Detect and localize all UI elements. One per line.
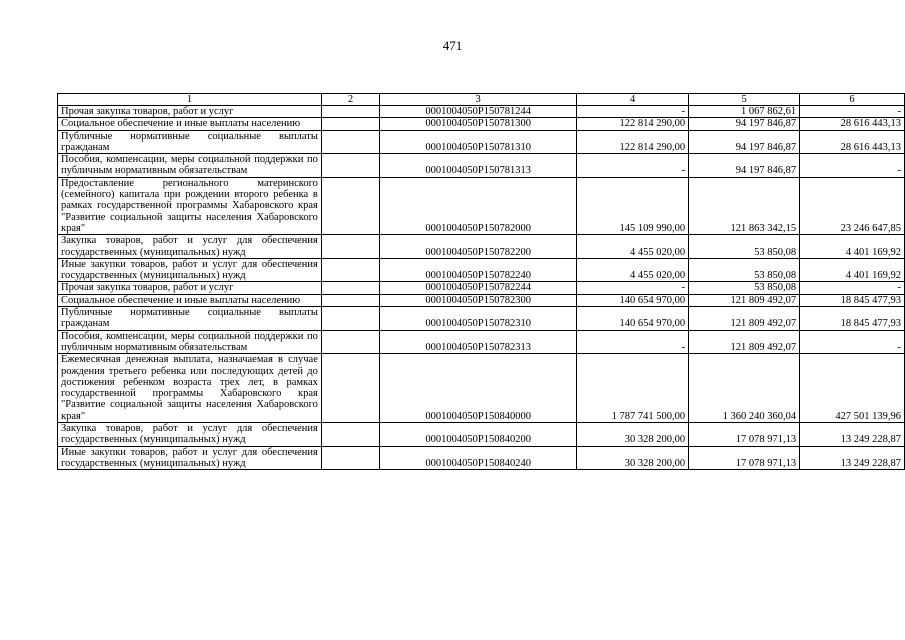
row-code-cell: 0001004050P150781244 <box>380 106 577 118</box>
table-row <box>58 130 905 154</box>
row-name-cell: Иные закупки товаров, работ и услуг для обеспечения государственных (муниципальных) нужд <box>58 446 322 470</box>
table-row <box>58 154 905 178</box>
column-header: 2 <box>321 94 379 106</box>
table-row <box>58 177 905 234</box>
row-actual-cell: 17 078 971,13 <box>689 446 800 470</box>
row-empty-cell <box>321 446 379 470</box>
row-name-cell: Предоставление регионального материнского (семейного) капитала при рождении второго ребенка в рамках государственной программы Хабаровского края "Развитие социальной защиты населения Хабаровского края" <box>58 177 322 234</box>
table-row <box>58 106 905 118</box>
row-empty-cell <box>321 154 379 178</box>
row-empty-cell <box>321 307 379 331</box>
table-row <box>58 446 905 470</box>
row-remainder-cell: 427 501 139,96 <box>800 354 905 423</box>
row-actual-cell: 121 809 492,07 <box>689 330 800 354</box>
row-code-cell: 0001004050P150840000 <box>380 354 577 423</box>
row-empty-cell <box>321 177 379 234</box>
row-actual-cell: 53 850,08 <box>689 258 800 282</box>
row-name-cell: Публичные нормативные социальные выплаты гражданам <box>58 130 322 154</box>
column-header: 3 <box>380 94 577 106</box>
row-empty-cell <box>321 282 379 294</box>
page-number: 471 <box>442 38 463 53</box>
row-code-cell: 0001004050P150781310 <box>380 130 577 154</box>
row-name-cell: Социальное обеспечение и иные выплаты населению <box>58 118 322 130</box>
budget-table <box>57 93 905 470</box>
row-remainder-cell: - <box>800 154 905 178</box>
row-remainder-cell: 28 616 443,13 <box>800 118 905 130</box>
table-row <box>58 258 905 282</box>
row-code-cell: 0001004050P150782000 <box>380 177 577 234</box>
row-name-cell: Социальное обеспечение и иные выплаты населению <box>58 294 322 306</box>
row-remainder-cell: 18 845 477,93 <box>800 307 905 331</box>
row-plan-cell: 1 787 741 500,00 <box>577 354 689 423</box>
row-code-cell: 0001004050P150840240 <box>380 446 577 470</box>
table-row <box>58 282 905 294</box>
table-body <box>58 106 905 470</box>
row-name-cell: Закупка товаров, работ и услуг для обеспечения государственных (муниципальных) нужд <box>58 235 322 259</box>
row-plan-cell: - <box>577 106 689 118</box>
row-remainder-cell: 13 249 228,87 <box>800 423 905 447</box>
row-code-cell: 0001004050P150782313 <box>380 330 577 354</box>
row-actual-cell: 121 809 492,07 <box>689 307 800 331</box>
row-remainder-cell: 13 249 228,87 <box>800 446 905 470</box>
row-code-cell: 0001004050P150782300 <box>380 294 577 306</box>
table-row <box>58 307 905 331</box>
row-name-cell: Иные закупки товаров, работ и услуг для обеспечения государственных (муниципальных) нужд <box>58 258 322 282</box>
table-row <box>58 118 905 130</box>
table-row <box>58 330 905 354</box>
row-plan-cell: 122 814 290,00 <box>577 130 689 154</box>
row-plan-cell: 140 654 970,00 <box>577 307 689 331</box>
row-code-cell: 0001004050P150840200 <box>380 423 577 447</box>
row-code-cell: 0001004050P150782200 <box>380 235 577 259</box>
row-actual-cell: 1 360 240 360,04 <box>689 354 800 423</box>
row-plan-cell: 140 654 970,00 <box>577 294 689 306</box>
column-header: 1 <box>58 94 322 106</box>
row-empty-cell <box>321 235 379 259</box>
row-empty-cell <box>321 423 379 447</box>
table-row <box>58 235 905 259</box>
row-actual-cell: 53 850,08 <box>689 282 800 294</box>
row-plan-cell: 4 455 020,00 <box>577 258 689 282</box>
row-remainder-cell: 18 845 477,93 <box>800 294 905 306</box>
row-actual-cell: 94 197 846,87 <box>689 118 800 130</box>
row-remainder-cell: 4 401 169,92 <box>800 235 905 259</box>
row-empty-cell <box>321 354 379 423</box>
row-actual-cell: 17 078 971,13 <box>689 423 800 447</box>
row-actual-cell: 121 809 492,07 <box>689 294 800 306</box>
row-empty-cell <box>321 258 379 282</box>
row-name-cell: Пособия, компенсации, меры социальной поддержки по публичным нормативным обязательствам <box>58 330 322 354</box>
table-row <box>58 354 905 423</box>
row-code-cell: 0001004050P150782310 <box>380 307 577 331</box>
column-header: 6 <box>800 94 905 106</box>
row-name-cell: Прочая закупка товаров, работ и услуг <box>58 282 322 294</box>
row-name-cell: Публичные нормативные социальные выплаты гражданам <box>58 307 322 331</box>
row-empty-cell <box>321 106 379 118</box>
table-row <box>58 423 905 447</box>
row-code-cell: 0001004050P150781313 <box>380 154 577 178</box>
row-actual-cell: 94 197 846,87 <box>689 154 800 178</box>
row-remainder-cell: 28 616 443,13 <box>800 130 905 154</box>
row-plan-cell: - <box>577 330 689 354</box>
row-plan-cell: 145 109 990,00 <box>577 177 689 234</box>
row-actual-cell: 53 850,08 <box>689 235 800 259</box>
row-empty-cell <box>321 330 379 354</box>
row-plan-cell: - <box>577 282 689 294</box>
row-remainder-cell: 4 401 169,92 <box>800 258 905 282</box>
row-actual-cell: 121 863 342,15 <box>689 177 800 234</box>
row-name-cell: Закупка товаров, работ и услуг для обеспечения государственных (муниципальных) нужд <box>58 423 322 447</box>
row-remainder-cell: - <box>800 106 905 118</box>
row-plan-cell: 30 328 200,00 <box>577 446 689 470</box>
row-empty-cell <box>321 130 379 154</box>
row-name-cell: Ежемесячная денежная выплата, назначаемая в случае рождения третьего ребенка или последующих детей до достижения ребенком возраста трех лет, в рамках государственной программы Хабаровского края "Развитие социальной защиты населения Хабаровского края" <box>58 354 322 423</box>
row-plan-cell: 30 328 200,00 <box>577 423 689 447</box>
row-remainder-cell: 23 246 647,85 <box>800 177 905 234</box>
row-plan-cell: 122 814 290,00 <box>577 118 689 130</box>
row-code-cell: 0001004050P150782240 <box>380 258 577 282</box>
row-empty-cell <box>321 294 379 306</box>
row-code-cell: 0001004050P150782244 <box>380 282 577 294</box>
column-header: 5 <box>689 94 800 106</box>
row-name-cell: Прочая закупка товаров, работ и услуг <box>58 106 322 118</box>
row-remainder-cell: - <box>800 330 905 354</box>
row-actual-cell: 94 197 846,87 <box>689 130 800 154</box>
header-row <box>58 94 905 106</box>
row-remainder-cell: - <box>800 282 905 294</box>
row-empty-cell <box>321 118 379 130</box>
row-actual-cell: 1 067 862,61 <box>689 106 800 118</box>
row-name-cell: Пособия, компенсации, меры социальной поддержки по публичным нормативным обязательствам <box>58 154 322 178</box>
row-plan-cell: 4 455 020,00 <box>577 235 689 259</box>
row-plan-cell: - <box>577 154 689 178</box>
column-header: 4 <box>577 94 689 106</box>
table-row <box>58 294 905 306</box>
row-code-cell: 0001004050P150781300 <box>380 118 577 130</box>
